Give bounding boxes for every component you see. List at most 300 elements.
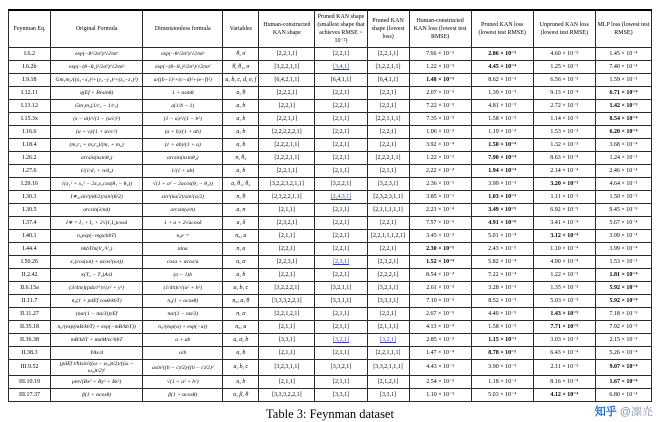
col-pruned-kan-shape-lowest-loss: Pruned KAN shape (lowest loss) [367, 10, 409, 48]
cell-loss-mlp: 2.15 × 10⁻³ [595, 334, 651, 347]
cell-shape-loss: [2,2,1,1] [367, 48, 409, 61]
cell-eq: I.30.5 [9, 204, 51, 217]
cell-loss-pruned: 1.58 × 10⁻³ [471, 113, 533, 126]
cell-shape-human: [3,3,3,2,2,1] [259, 389, 315, 402]
cell-shape-loss: [3,3,1] [367, 389, 409, 402]
cell-dimensionless: √(1 + a² + b²) [143, 376, 223, 389]
table-row [9, 295, 652, 308]
col-pruned-kan-loss: Pruned KAN loss (lowest test RMSE) [471, 10, 533, 48]
cell-original: (u + v)/(1 + uv/c²) [51, 126, 143, 139]
cell-loss-pruned: 3.99 × 10⁻³ [471, 178, 533, 191]
zhihu-logo: 知乎 [594, 406, 617, 418]
table-row [9, 347, 652, 360]
cell-loss-unpruned: 1.14 × 10⁻³ [533, 113, 595, 126]
cell-loss-unpruned: 2.72 × 10⁻³ [533, 100, 595, 113]
table-header [9, 10, 652, 48]
cell-loss-pruned: 1.15 × 10⁻³ [471, 334, 533, 347]
cell-dimensionless: n₀/(exp(a) + exp(−a)) [143, 321, 223, 334]
cell-shape-human: [3,3,1] [259, 334, 315, 347]
cell-loss-human: 3.45 × 10⁻³ [409, 230, 471, 243]
cell-loss-pruned: 1.50 × 10⁻⁴ [471, 139, 533, 152]
col-mlp-loss: MLP loss (lowest test RMSE) [595, 10, 651, 48]
cell-shape-small[interactable]: [2,4,3,1] [315, 191, 367, 204]
cell-loss-human: 1.47 × 10⁻⁴ [409, 347, 471, 360]
cell-dimensionless: nα/(1 − nα/3) [143, 308, 223, 321]
cell-shape-loss: [2,1,1,1] [367, 321, 409, 334]
cell-original: (3/4πε)(pdz/r⁵)√(x² + y²) [51, 282, 143, 295]
cell-loss-human: 4.43 × 10⁻² [409, 360, 471, 376]
cell-shape-small: [2,1,1] [315, 321, 367, 334]
cell-shape-small: [2,2,1] [315, 230, 367, 243]
table-row [9, 126, 652, 139]
cell-variables: a, b [223, 165, 259, 178]
cell-shape-loss: [2,2,1,1,1,2,1] [367, 230, 409, 243]
cell-shape-loss: [2,2,1] [367, 217, 409, 230]
cell-eq: III.17.37 [9, 389, 51, 402]
cell-shape-human: [2,1,1] [259, 230, 315, 243]
cell-loss-human: 2.36 × 10⁻¹ [409, 178, 471, 191]
cell-variables: a, b, c [223, 360, 259, 376]
cell-loss-human: 2.07 × 10⁻³ [409, 87, 471, 100]
cell-loss-mlp: 5.92 × 10⁻⁴ [595, 282, 651, 295]
cell-shape-loss: [2,2,1,1,1] [367, 347, 409, 360]
feynman-dataset-table [8, 9, 652, 402]
cell-eq: II.11.27 [9, 308, 51, 321]
cell-shape-small: [2,1,1] [315, 113, 367, 126]
cell-original: n₀exp(−mgx/kbT) [51, 230, 143, 243]
cell-variables: a, b [223, 347, 259, 360]
table-row [9, 61, 652, 74]
table-row [9, 113, 652, 126]
cell-loss-pruned: 4.45 × 10⁻⁴ [471, 61, 533, 74]
cell-shape-human: [2,2,1,1] [259, 165, 315, 178]
cell-loss-unpruned: 9.13 × 10⁻⁴ [533, 87, 595, 100]
cell-original: nkbTln(V₂/V₁) [51, 243, 143, 256]
cell-eq: I.29.16 [9, 178, 51, 191]
cell-original: β(1 + αcosθ) [51, 389, 143, 402]
cell-loss-unpruned: 3.12 × 10⁻⁴ [533, 230, 595, 243]
cell-eq: I.18.4 [9, 139, 51, 152]
cell-loss-unpruned: 8.63 × 10⁻⁴ [533, 152, 595, 165]
cell-eq: II.11.7 [9, 295, 51, 308]
cell-variables: a, b [223, 376, 259, 389]
cell-original: n₀/(exp(mB/kbT) + exp(−mB/kbT)) [51, 321, 143, 334]
cell-loss-human: 4.13 × 10⁻⁴ [409, 321, 471, 334]
cell-loss-mlp: 5.26 × 10⁻⁴ [595, 347, 651, 360]
cell-original: arcsin(λ/nd) [51, 204, 143, 217]
cell-loss-mlp: 6.71 × 10⁻⁴ [595, 87, 651, 100]
cell-shape-small: [3,3,2,1] [315, 360, 367, 376]
cell-loss-human: 3.85 × 10⁻¹ [409, 191, 471, 204]
cell-eq: I.13.12 [9, 100, 51, 113]
cell-dimensionless: n₀(1 + acosθ) [143, 295, 223, 308]
cell-dimensionless: arcsin(nsinθ₂) [143, 152, 223, 165]
cell-shape-small: [2,2,1] [315, 269, 367, 282]
cell-dimensionless: nlna [143, 243, 223, 256]
cell-shape-small: [2,2,1] [315, 48, 367, 61]
cell-loss-unpruned: 2.11 × 10⁻² [533, 360, 595, 376]
cell-loss-mlp: 5.92 × 10⁻⁴ [595, 295, 651, 308]
cell-original: arcsin(nsinθ₂) [51, 152, 143, 165]
table-row [9, 230, 652, 243]
cell-original: Gm₁m₂(1/r₂ − 1/r₁) [51, 100, 143, 113]
cell-dimensionless: arcsin(a/n) [143, 204, 223, 217]
cell-shape-human: [2,1,1] [259, 204, 315, 217]
cell-eq: I.30.3 [9, 191, 51, 204]
cell-eq: III.10.19 [9, 376, 51, 389]
cell-loss-mlp: 5.67 × 10⁻⁴ [595, 217, 651, 230]
cell-loss-pruned: 5.01 × 10⁻⁴ [471, 230, 533, 243]
cell-shape-loss: [2,2,1] [367, 139, 409, 152]
cell-shape-human: [2,1,1] [259, 376, 315, 389]
cell-loss-mlp: 3.99 × 10⁻⁴ [595, 230, 651, 243]
cell-shape-loss: [2,1,1,1,1,1] [367, 204, 409, 217]
cell-shape-human: [2,2,1] [259, 269, 315, 282]
cell-shape-loss: [2,3,2,3,1,1] [367, 191, 409, 204]
cell-loss-mlp: 2.46 × 10⁻⁴ [595, 165, 651, 178]
cell-loss-pruned: 3.90 × 10⁻³ [471, 360, 533, 376]
cell-variables: n₀, a [223, 321, 259, 334]
cell-dimensionless: (a − 1)b [143, 269, 223, 282]
cell-dimensionless: a/b [143, 347, 223, 360]
cell-loss-human: 7.10 × 10⁻³ [409, 295, 471, 308]
cell-shape-loss: [2,2,1] [367, 126, 409, 139]
cell-variables: n₀, a, θ [223, 295, 259, 308]
cell-loss-pruned: 2.86 × 10⁻⁵ [471, 48, 533, 61]
cell-loss-mlp: 6.80 × 10⁻⁴ [595, 389, 651, 402]
cell-variables: a, b [223, 113, 259, 126]
cell-variables: a, b, c, d, e, f [223, 74, 259, 87]
cell-loss-mlp: 9.07 × 10⁻⁴ [595, 360, 651, 376]
table-row [9, 165, 652, 178]
cell-shape-human: [2,2,1,2,1] [259, 308, 315, 321]
cell-loss-human: 7.57 × 10⁻⁵ [409, 217, 471, 230]
cell-shape-small: [2,1,1] [315, 165, 367, 178]
cell-eq: I.9.18 [9, 74, 51, 87]
cell-dimensionless: sin²(na/2)/sin²(a/2) [143, 191, 223, 204]
cell-loss-unpruned: 7.71 × 10⁻⁵ [533, 321, 595, 334]
cell-loss-mlp: 1.45 × 10⁻⁴ [595, 48, 651, 61]
cell-shape-small: [2,1,1] [315, 347, 367, 360]
cell-shape-human: [3,2,2,3,2,1,1] [259, 178, 315, 191]
cell-loss-unpruned: 2.14 × 10⁻⁴ [533, 165, 595, 178]
cell-loss-human: 7.35 × 10⁻³ [409, 113, 471, 126]
cell-shape-loss: [2,2,1] [367, 243, 409, 256]
cell-loss-pruned: 1.58 × 10⁻³ [471, 321, 533, 334]
cell-shape-small: [6,4,1,1] [315, 74, 367, 87]
cell-shape-loss: [2,2,1] [367, 100, 409, 113]
cell-eq: II.35.18 [9, 321, 51, 334]
cell-shape-small: [2,2,1] [315, 152, 367, 165]
zhihu-watermark [595, 403, 653, 419]
cell-loss-unpruned: 1.32 × 10⁻³ [533, 139, 595, 152]
cell-shape-small[interactable]: [2,3,1] [315, 256, 367, 269]
cell-shape-loss: [3,3,1,1] [367, 295, 409, 308]
cell-variables: a, δ [223, 217, 259, 230]
cell-dimensionless: 1/(1 + ab) [143, 165, 223, 178]
cell-loss-human: 7.66 × 10⁻⁵ [409, 48, 471, 61]
table-row [9, 256, 652, 269]
cell-original: exp(−(θ−θ₁)²/2σ²)/√2πσ² [51, 61, 143, 74]
cell-shape-small: [2,2,1] [315, 243, 367, 256]
cell-variables: a, n [223, 204, 259, 217]
cell-shape-loss[interactable]: [3,2,1] [367, 334, 409, 347]
cell-loss-unpruned: 6.43 × 10⁻⁴ [533, 347, 595, 360]
cell-loss-human: 1.22 × 10⁻¹ [409, 152, 471, 165]
cell-loss-human: 2.30 × 10⁻⁵ [409, 243, 471, 256]
cell-shape-small: [2,1,1] [315, 308, 367, 321]
cell-loss-mlp: 6.20 × 10⁻⁴ [595, 126, 651, 139]
cell-variables: a, b [223, 100, 259, 113]
cell-shape-small: [2,2,1] [315, 100, 367, 113]
cell-loss-pruned: 2.43 × 10⁻⁵ [471, 243, 533, 256]
cell-shape-human: [3,2,3,1,1] [259, 360, 315, 376]
col-pruned-kan-shape-smallest: Pruned KAN shape (smallest shape that achieves RMSE < 10⁻²) [315, 10, 367, 48]
cell-loss-human: 8.54 × 10⁻⁴ [409, 269, 471, 282]
table-row [9, 282, 652, 295]
cell-loss-unpruned: 1.53 × 10⁻³ [533, 126, 595, 139]
table-row [9, 217, 652, 230]
table-row [9, 204, 652, 217]
cell-shape-small: [2,2,1] [315, 139, 367, 152]
cell-eq: II.2.42 [9, 269, 51, 282]
cell-loss-pruned: 8.52 × 10⁻³ [471, 295, 533, 308]
cell-variables: n, α [223, 308, 259, 321]
cell-original: x₁(cos(ωt) + αcos²(ωt)) [51, 256, 143, 269]
cell-loss-unpruned: 5.03 × 10⁻³ [533, 295, 595, 308]
cell-eq: I.50.26 [9, 256, 51, 269]
cell-shape-human: [3,2,2,1,1] [259, 61, 315, 74]
cell-loss-human: 2.23 × 10⁻⁴ [409, 204, 471, 217]
cell-shape-human: [2,2,1,1] [259, 113, 315, 126]
cell-shape-loss: [2,1,2,1] [367, 376, 409, 389]
cell-shape-human: [6,4,2,1,1] [259, 74, 315, 87]
cell-shape-human: [3,2,2,2,1] [259, 282, 315, 295]
cell-original: (nα/(1 − nα/3))εEf [51, 308, 143, 321]
cell-eq: I.44.4 [9, 243, 51, 256]
table-row [9, 321, 652, 334]
cell-dimensionless: a(1/b − 1) [143, 100, 223, 113]
cell-shape-human: [2,1,1] [259, 347, 315, 360]
cell-shape-loss: [3,2,2,1,1] [367, 61, 409, 74]
cell-variables: a, b, c [223, 282, 259, 295]
cell-shape-small[interactable]: [3,4,1] [315, 61, 367, 74]
cell-loss-pruned: 5.82 × 10⁻⁴ [471, 256, 533, 269]
cell-dimensionless: (1 − a)/√(1 − b²) [143, 113, 223, 126]
cell-loss-mlp: 1.59 × 10⁻³ [595, 74, 651, 87]
cell-dimensionless: n₀e⁻ᵃ [143, 230, 223, 243]
cell-eq: III.9.52 [9, 360, 51, 376]
cell-loss-pruned: 8.62 × 10⁻³ [471, 74, 533, 87]
cell-eq: I.15.3x [9, 113, 51, 126]
table-row [9, 87, 652, 100]
table-row [9, 269, 652, 282]
table-row [9, 191, 652, 204]
cell-variables: n, θ₂ [223, 152, 259, 165]
cell-loss-pruned: 7.22 × 10⁻⁴ [471, 269, 533, 282]
cell-dimensionless: a/((b−1)²+(c−d)²+(e−f)²) [143, 74, 223, 87]
cell-dimensionless: 1 + a + 2√acosδ [143, 217, 223, 230]
cell-shape-small: [3,3,1] [315, 389, 367, 402]
cell-loss-unpruned: 1.35 × 10⁻³ [533, 282, 595, 295]
cell-original: I∗,₀sin²(nθ/2)/sin²(θ/2) [51, 191, 143, 204]
cell-shape-small: [3,2,2,1] [315, 178, 367, 191]
cell-shape-small: [2,2,1] [315, 87, 367, 100]
cell-variables: θ, σ [223, 48, 259, 61]
header-row [9, 10, 652, 48]
cell-loss-human: 2.67 × 10⁻⁵ [409, 308, 471, 321]
cell-variables: a, b [223, 126, 259, 139]
table-row [9, 152, 652, 165]
cell-loss-pruned: 7.90 × 10⁻⁴ [471, 152, 533, 165]
cell-dimensionless: (a + b)/(1 + ab) [143, 126, 223, 139]
col-feynman-eq: Feynman Eq. [9, 10, 51, 48]
cell-original: μm√(Bx² + By² + Bz²) [51, 376, 143, 389]
col-human-kan-loss: Human-constructed KAN loss (lowest test RMSE) [409, 10, 471, 48]
cell-loss-mlp: 1.24 × 10⁻³ [595, 152, 651, 165]
cell-original: YAx/d [51, 347, 143, 360]
cell-shape-small[interactable]: [3,2,1] [315, 334, 367, 347]
cell-loss-unpruned: 6.56 × 10⁻³ [533, 74, 595, 87]
cell-variables: a, α [223, 256, 259, 269]
cell-loss-unpruned: 3.20 × 10⁻³ [533, 178, 595, 191]
cell-shape-human: [2,2,2,2,2,1] [259, 126, 315, 139]
cell-loss-mlp: 1.42 × 10⁻³ [595, 100, 651, 113]
table-row [9, 360, 652, 376]
cell-loss-human: 1.22 × 10⁻³ [409, 61, 471, 74]
cell-dimensionless: cosa + αcos²a [143, 256, 223, 269]
cell-shape-human: [2,2,2,1] [259, 87, 315, 100]
cell-variables: θ, θ₁, σ [223, 61, 259, 74]
cell-shape-small: [3,2,1,1] [315, 282, 367, 295]
cell-shape-small: [2,1,1] [315, 204, 367, 217]
cell-original: n₀(1 + pdEf cosθ/kbT) [51, 295, 143, 308]
table-row [9, 178, 652, 191]
cell-loss-human: 3.92 × 10⁻⁴ [409, 139, 471, 152]
cell-dimensionless: asin²((b − c)/2)/((b − c)/2)² [143, 360, 223, 376]
cell-loss-mlp: 7.40 × 10⁻⁴ [595, 61, 651, 74]
cell-loss-unpruned: 1.10 × 10⁻⁴ [533, 243, 595, 256]
cell-dimensionless: (1 + ab)/(1 + a) [143, 139, 223, 152]
cell-original: (pdEf t/ħ)sin²((ω − ω₀)t/2)/((ω − ω₀)t/2)² [51, 360, 143, 376]
cell-variables: n, a [223, 243, 259, 256]
cell-dimensionless: exp(−θ²/2σ²)/√2πσ² [143, 48, 223, 61]
cell-eq: I.26.2 [9, 152, 51, 165]
table-row [9, 376, 652, 389]
cell-loss-mlp: 3.99 × 10⁻⁴ [595, 243, 651, 256]
cell-loss-unpruned: 3.41 × 10⁻⁴ [533, 217, 595, 230]
cell-original: (m₁r₁ + m₂r₂)/(m₁ + m₂) [51, 139, 143, 152]
cell-shape-human: [2,2,3,1] [259, 256, 315, 269]
col-unpruned-kan-loss: Unpruned KAN loss (lowest test RMSE) [533, 10, 595, 48]
table-body [9, 48, 652, 402]
cell-eq: I.37.4 [9, 217, 51, 230]
cell-original: κ(T₂ − T₁)A/d [51, 269, 143, 282]
cell-loss-pruned: 1.19 × 10⁻³ [471, 126, 533, 139]
cell-shape-small: [2,2,1] [315, 217, 367, 230]
cell-loss-pruned: 3.28 × 10⁻³ [471, 282, 533, 295]
table-row [9, 308, 652, 321]
cell-loss-mlp: 4.64 × 10⁻³ [595, 178, 651, 191]
table-row [9, 139, 652, 152]
cell-loss-unpruned: 6.92 × 10⁻⁵ [533, 204, 595, 217]
cell-loss-pruned: 3.49 × 10⁻⁵ [471, 204, 533, 217]
cell-shape-small: [3,3,1,1] [315, 295, 367, 308]
cell-original: exp(−θ²/2σ²)/√2πσ² [51, 48, 143, 61]
table-row [9, 100, 652, 113]
cell-dimensionless: 1 + asinθ [143, 87, 223, 100]
col-human-kan-shape: Human-constructed KAN shape [259, 10, 315, 48]
cell-dimensionless: √(1 + a² − 2acos(θ₁ − θ₂)) [143, 178, 223, 191]
cell-shape-loss: [2,2,1] [367, 87, 409, 100]
cell-eq: I.27.6 [9, 165, 51, 178]
cell-eq: I.6.2b [9, 61, 51, 74]
cell-loss-unpruned: 1.22 × 10⁻³ [533, 269, 595, 282]
cell-loss-unpruned: 4.12 × 10⁻⁴ [533, 389, 595, 402]
cell-eq: I.6.2 [9, 48, 51, 61]
cell-loss-human: 1.48 × 10⁻³ [409, 74, 471, 87]
cell-loss-human: 7.22 × 10⁻³ [409, 100, 471, 113]
cell-shape-human: [2,2,1] [259, 100, 315, 113]
cell-shape-loss: [2,2,2,1] [367, 269, 409, 282]
table-row [9, 389, 652, 402]
cell-loss-pruned: 4.91 × 10⁻⁶ [471, 217, 533, 230]
cell-loss-human: 2.54 × 10⁻³ [409, 376, 471, 389]
cell-variables: a, b [223, 269, 259, 282]
cell-variables: n₀, a [223, 230, 259, 243]
cell-shape-human: [2,3,2,1] [259, 217, 315, 230]
cell-loss-unpruned: 1.11 × 10⁻² [533, 191, 595, 204]
cell-loss-mlp: 1.50 × 10⁻² [595, 191, 651, 204]
cell-shape-human: [2,2,1,1] [259, 48, 315, 61]
cell-loss-unpruned: 1.43 × 10⁻⁵ [533, 308, 595, 321]
cell-loss-mlp: 1.67 × 10⁻⁴ [595, 376, 651, 389]
cell-shape-human: [2,2,1] [259, 243, 315, 256]
cell-shape-human: [2,2,2,1,1] [259, 139, 315, 152]
cell-loss-unpruned: 8.16 × 10⁻⁴ [533, 376, 595, 389]
cell-loss-pruned: 1.18 × 10⁻³ [471, 376, 533, 389]
cell-original: q(Ef + Bvsinθ) [51, 87, 143, 100]
cell-loss-pruned: 4.40 × 10⁻⁵ [471, 308, 533, 321]
cell-shape-loss: [2,2,1,1,1] [367, 113, 409, 126]
cell-eq: I.16.6 [9, 126, 51, 139]
watermark-handle: @凛灮 [619, 406, 653, 418]
cell-shape-human: [3,3,3,2,2,1] [259, 295, 315, 308]
cell-variables: α, β, θ [223, 389, 259, 402]
cell-loss-pruned: 1.03 × 10⁻³ [471, 191, 533, 204]
cell-shape-human: [2,1,1] [259, 321, 315, 334]
cell-shape-small: [2,1,1] [315, 376, 367, 389]
cell-dimensionless: a + αb [143, 334, 223, 347]
cell-eq: II.38.3 [9, 347, 51, 360]
cell-variables: a, α, b [223, 334, 259, 347]
table-row [9, 74, 652, 87]
cell-eq: I.40.1 [9, 230, 51, 243]
table-caption: Table 3: Feynman dataset [266, 407, 394, 422]
cell-loss-human: 2.22 × 10⁻⁴ [409, 165, 471, 178]
col-dimensionless-formula: Dimensionless formula [143, 10, 223, 48]
cell-shape-loss: [2,2,2,1,1] [367, 152, 409, 165]
cell-loss-mlp: 1.53 × 10⁻³ [595, 256, 651, 269]
cell-shape-loss: [3,2,3,1] [367, 178, 409, 191]
cell-dimensionless: (1/4π)c√(a² + b²) [143, 282, 223, 295]
table-row [9, 243, 652, 256]
cell-loss-mlp: 9.45 × 10⁻⁵ [595, 204, 651, 217]
cell-loss-mlp: 1.81 × 10⁻⁴ [595, 269, 651, 282]
cell-loss-mlp: 7.92 × 10⁻⁵ [595, 321, 651, 334]
cell-loss-pruned: 5.03 × 10⁻⁴ [471, 389, 533, 402]
table-row [9, 48, 652, 61]
